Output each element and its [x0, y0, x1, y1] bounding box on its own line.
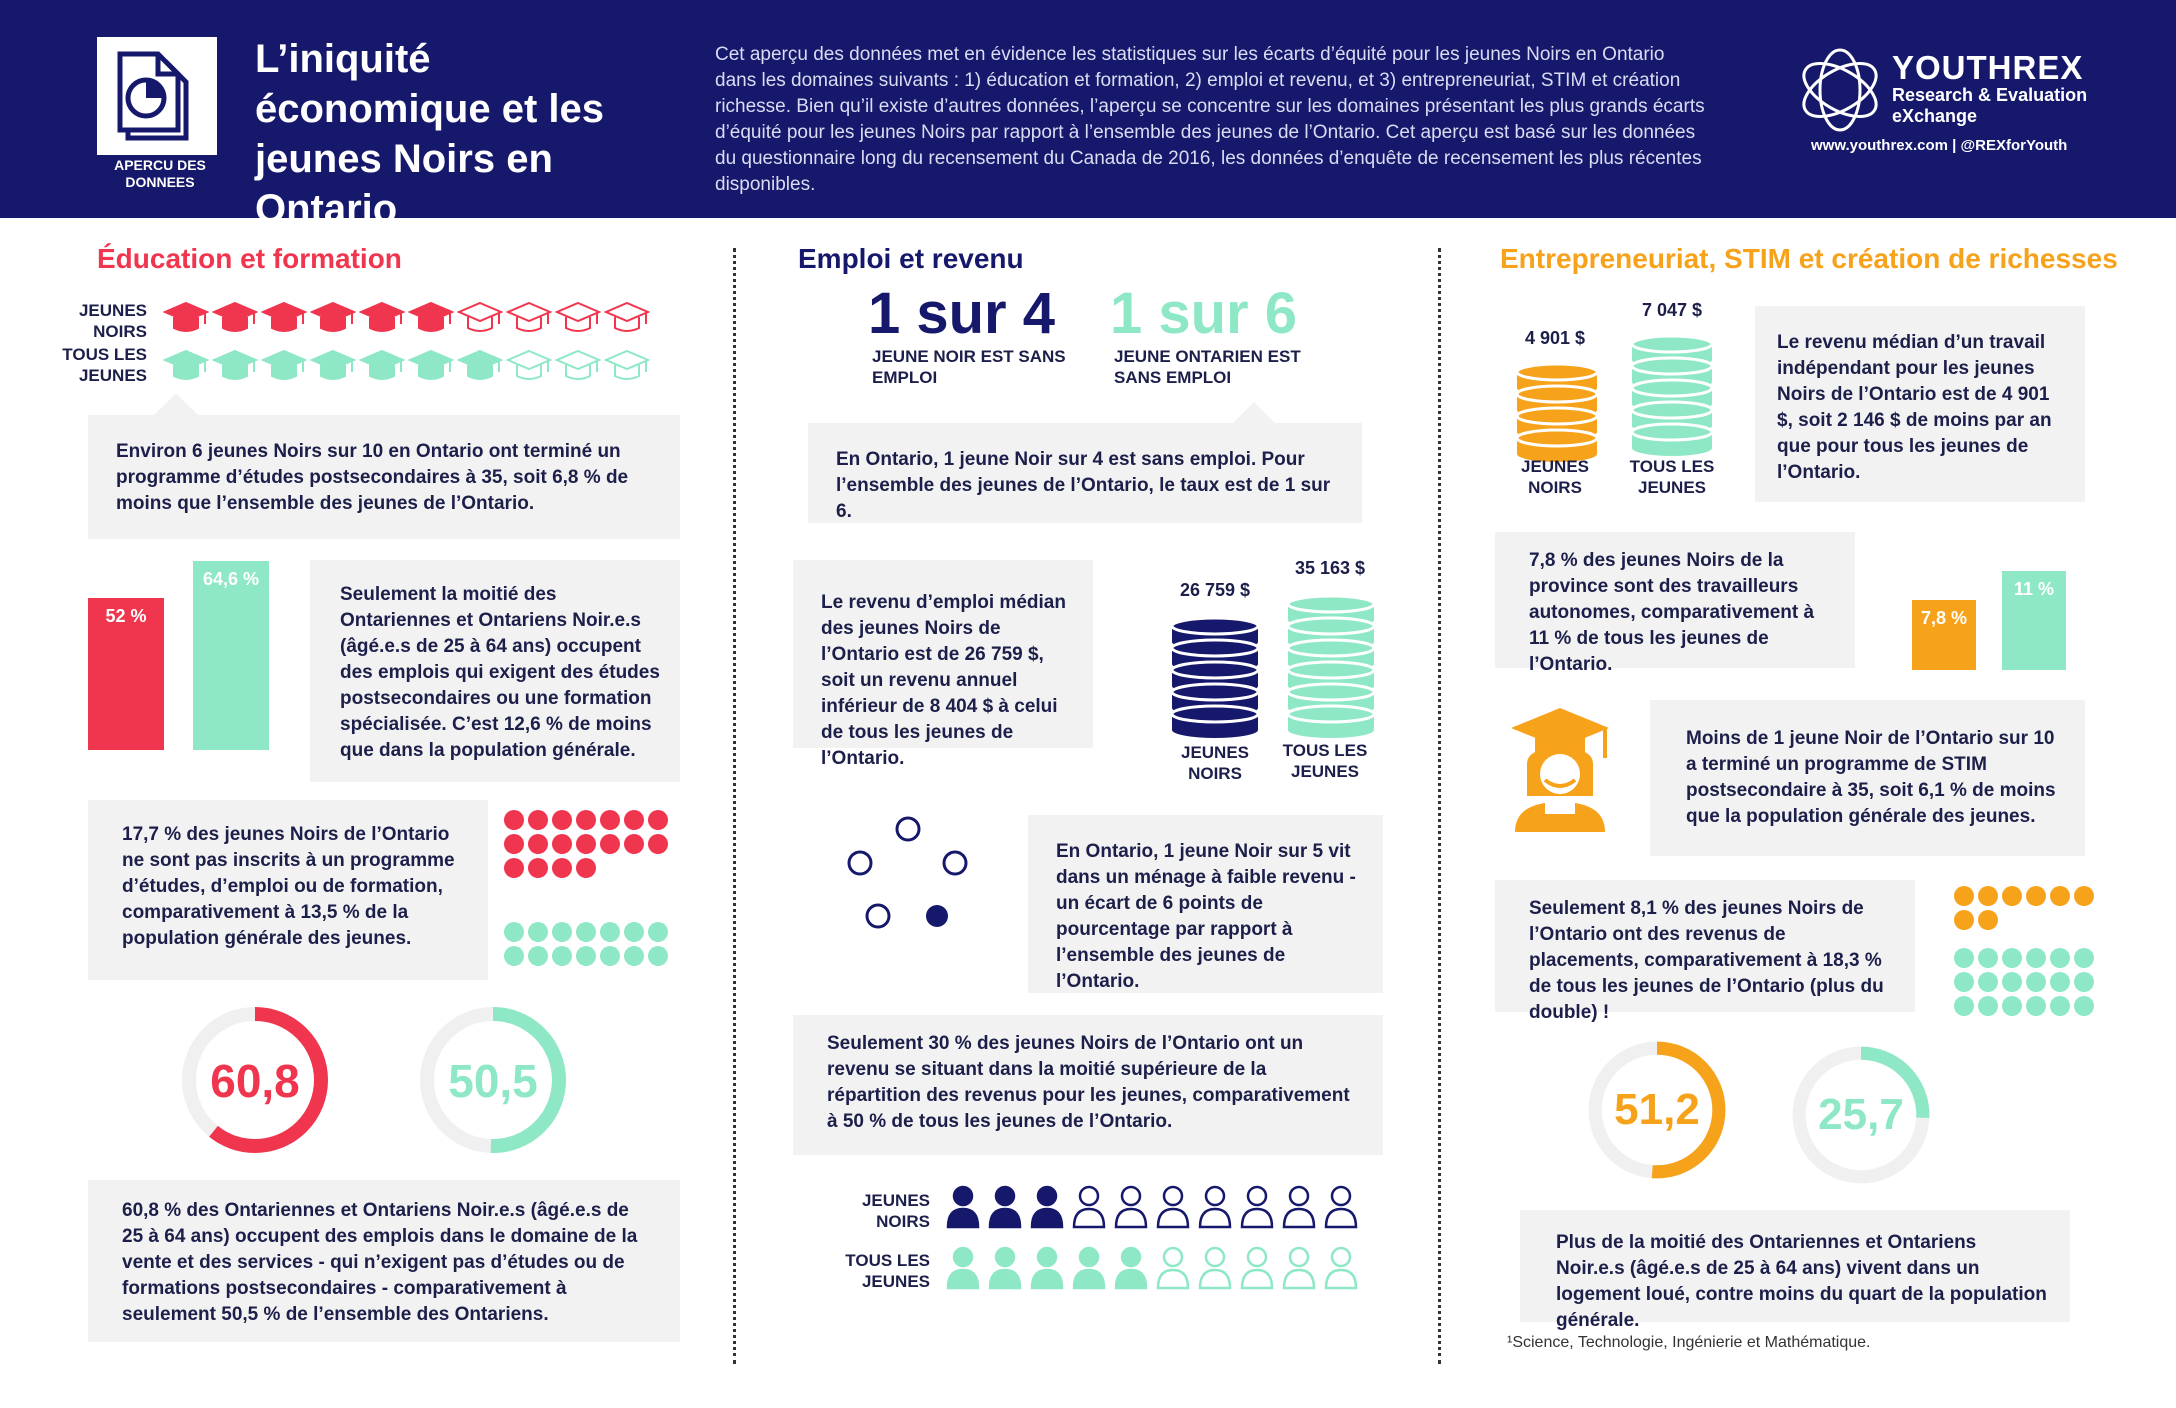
column-divider-2: [1438, 248, 1441, 1364]
dot-marker: [1954, 972, 1974, 992]
dot-marker: [2026, 996, 2046, 1016]
dot-marker: [576, 810, 596, 830]
entrepreneurship-box-2: 7,8 % des jeunes Noirs de la province sont des travailleurs autonomes, comparativement à 11 % de tous les jeunes de l’Ontario.: [1495, 532, 1855, 668]
dots-black-youth: [504, 810, 668, 878]
education-box-4: 60,8 % des Ontariennes et Ontariens Noir.e.s (âgé.e.s de 25 à 64 ans) occupent des emplois dans le domaine de la vente et des services - qui n’exigent pas d’études ou de formations postsecondaires - comparativement à seulement 50,5 % de l’ensemble des Ontariens.: [88, 1180, 680, 1342]
ent-donut-all: [1786, 1040, 1936, 1190]
dot-marker: [1978, 996, 1998, 1016]
entrepreneurship-box-5: Plus de la moitié des Ontariennes et Ontariens Noir.e.s (âgé.e.s de 25 à 64 ans) vivent dans un logement loué, contre moins du quart de la population générale.: [1520, 1210, 2070, 1322]
ent-coin-stack-black: [1515, 358, 1599, 458]
stat-all-label: JEUNE ONTARIEN EST SANS EMPLOI: [1114, 347, 1301, 387]
coin-stack-icon: [1515, 358, 1599, 462]
dot-marker: [576, 922, 596, 942]
dot-marker: [2026, 972, 2046, 992]
dot-marker: [504, 810, 524, 830]
brand-subtitle: Research & Evaluation eXchange: [1892, 85, 2088, 126]
coins-black-amount: 26 759 $: [1179, 580, 1251, 600]
graduation-caps-black: [163, 300, 650, 340]
youthrex-brand: [1795, 45, 2095, 165]
dot-marker: [1954, 996, 1974, 1016]
coin-stack-icon: [1630, 330, 1714, 456]
dot-marker: [528, 834, 548, 854]
ent-coins-all-amount: 7 047 $: [1641, 300, 1703, 320]
box-pointer: [1232, 402, 1276, 424]
brand-links[interactable]: www.youthrex.com | @REXforYouth: [1811, 137, 2068, 154]
person-outline-icon: [1323, 1246, 1359, 1290]
person-filled-icon: [987, 1185, 1023, 1229]
dot-marker: [576, 834, 596, 854]
graduation-cap-filled-icon: [310, 348, 356, 384]
bar-black-youth: 52 %: [88, 598, 164, 750]
employment-box-2: Le revenu d’emploi médian des jeunes Noirs de l’Ontario est de 26 759 $, soit un revenu annuel inférieur de 8 404 $ à celui de tous les jeunes de l’Ontario.: [793, 560, 1093, 748]
entrepreneurship-box-4: Seulement 8,1 % des jeunes Noirs de l’Ontario ont des revenus de placements, comparativement à 18,3 % de tous les jeunes de l’Ontario (plus du double) !: [1495, 880, 1915, 1012]
dot-marker: [1954, 948, 1974, 968]
person-outline-icon: [1281, 1246, 1317, 1290]
dot-marker: [648, 810, 668, 830]
graduation-cap-filled-icon: [408, 300, 454, 336]
graduation-cap-outline-icon: [506, 300, 552, 336]
youthrex-logo-icon: [1795, 45, 1885, 135]
dot-marker: [1978, 972, 1998, 992]
graduation-cap-outline-icon: [506, 348, 552, 384]
box-pointer: [154, 393, 198, 415]
dot-marker: [2002, 948, 2022, 968]
dot-marker: [552, 834, 572, 854]
ent-coins-all-label: TOUS LES JEUNES: [1629, 457, 1715, 497]
coin-stack-icon: [1170, 612, 1260, 738]
dot-marker: [2050, 886, 2070, 906]
person-filled-icon: [1113, 1246, 1149, 1290]
dot-marker: [2002, 972, 2022, 992]
person-outline-icon: [1239, 1246, 1275, 1290]
footnote: ¹Science, Technologie, Ingénierie et Mathématique.: [1507, 1334, 1871, 1351]
graduation-cap-filled-icon: [359, 348, 405, 384]
person-filled-icon: [945, 1246, 981, 1290]
coins-all-label: TOUS LES JEUNES: [1282, 741, 1368, 781]
graduation-cap-filled-icon: [163, 348, 209, 384]
education-box-2: Seulement la moitié des Ontariennes et Ontariens Noir.e.s (âgé.e.s de 25 à 64 ans) occupent des emplois qui exigent des études postsecondaires ou une formation spécialisée. C’est 12,6 % de moins que dans la population générale.: [310, 560, 680, 782]
graduation-cap-filled-icon: [261, 300, 307, 336]
graduation-cap-filled-icon: [212, 300, 258, 336]
ent-coins-black-amount: 4 901 $: [1524, 328, 1586, 348]
person-filled-icon: [945, 1185, 981, 1229]
intro-text: Cet aperçu des données met en évidence les statistiques sur les écarts d’équité pour les jeunes Noirs en Ontario dans les domaines suivants : 1) éducation et formation, 2) emploi et revenu, et 3) entrepreneuriat, STIM et création richesse. Bien qu’il existe d’autres données, l’aperçu se concentre sur les domaines présentant les plus grands écarts d’équité pour les jeunes Noirs par rapport à l’ensemble des jeunes de l’Ontario. Cet aperçu est basé sur les données du questionnaire long du recensement du Canada de 2016, les données d’enquête de recensement les plus récentes disponibles.: [715, 44, 1705, 195]
dots-all-youth: [504, 922, 668, 966]
coin-stack-all: [1286, 590, 1376, 740]
dot-marker: [552, 946, 572, 966]
dot-marker: [528, 858, 548, 878]
donut-value-black: 60,8: [210, 1055, 300, 1107]
graduation-cap-filled-icon: [212, 348, 258, 384]
dot-marker: [504, 946, 524, 966]
dot-marker: [600, 922, 620, 942]
dot-marker: [600, 834, 620, 854]
donut-value-all: 50,5: [448, 1055, 538, 1107]
graduation-cap-filled-icon: [163, 300, 209, 336]
people-label-black: JEUNES NOIRS: [861, 1191, 930, 1231]
dot-marker: [552, 810, 572, 830]
dot-marker: [504, 834, 524, 854]
entrepreneurship-title: Entrepreneuriat, STIM et création de richesses: [1500, 243, 2118, 274]
dot-marker: [2026, 948, 2046, 968]
graduation-cap-filled-icon: [310, 300, 356, 336]
person-outline-icon: [1155, 1185, 1191, 1229]
dot-marker: [648, 922, 668, 942]
dot-marker: [600, 810, 620, 830]
donut-black-youth: [175, 1000, 335, 1160]
header-banner: [0, 0, 2176, 231]
dot-marker: [2074, 948, 2094, 968]
person-outline-icon: [1071, 1185, 1107, 1229]
dot-marker: [600, 946, 620, 966]
graduation-cap-outline-icon: [555, 300, 601, 336]
ent-donut-value-black: 51,2: [1614, 1085, 1700, 1134]
coins-black-label: JEUNES NOIRS: [1180, 743, 1250, 783]
dot-marker: [2074, 972, 2094, 992]
document-chart-icon: [114, 48, 200, 144]
ent-bar-black: 7,8 %: [1912, 600, 1976, 670]
coins-all-amount: 35 163 $: [1294, 558, 1366, 578]
dot-marker: [624, 834, 644, 854]
dot-marker: [1978, 948, 1998, 968]
dot-marker: [648, 834, 668, 854]
employment-title: Emploi et revenu: [798, 243, 1024, 274]
dot-marker: [2074, 996, 2094, 1016]
dot-marker: [648, 946, 668, 966]
dot-marker: [504, 858, 524, 878]
graduation-cap-outline-icon: [604, 348, 650, 384]
ent-bar-all: 11 %: [2002, 571, 2066, 670]
entrepreneurship-box-3: Moins de 1 jeune Noir de l’Ontario sur 10 a terminé un programme de STIM postsecondaire à 35, soit 6,1 % de moins que la population générale des jeunes.: [1650, 700, 2085, 856]
dot-marker: [2050, 972, 2070, 992]
coin-stack-icon: [1286, 590, 1376, 738]
caps-label-all: TOUS LES JEUNES: [62, 345, 147, 385]
person-filled-icon: [1029, 1185, 1065, 1229]
person-filled-icon: [987, 1246, 1023, 1290]
graduation-cap-filled-icon: [408, 348, 454, 384]
graduation-cap-filled-icon: [359, 300, 405, 336]
brand-name: YOUTHREX: [1892, 49, 2084, 86]
person-outline-icon: [1197, 1246, 1233, 1290]
person-outline-icon: [1155, 1246, 1191, 1290]
graduation-caps-all: [163, 348, 650, 388]
ent-bars-area: [1912, 545, 2072, 670]
caps-label-black: JEUNES NOIRS: [78, 301, 147, 341]
employment-box-4: Seulement 30 % des jeunes Noirs de l’Ontario ont un revenu se situant dans la moitié supérieure de la répartition des revenus pour les jeunes, comparativement à 50 % de tous les jeunes de l’Ontario.: [793, 1015, 1383, 1155]
graduation-cap-filled-icon: [261, 348, 307, 384]
graduation-cap-outline-icon: [457, 300, 503, 336]
dot-marker: [504, 922, 524, 942]
dot-marker: [1954, 910, 1974, 930]
stat-black-unemployment: 1 sur 4: [868, 281, 1055, 346]
people-icons-all: [945, 1246, 1359, 1290]
person-outline-icon: [1113, 1185, 1149, 1229]
graduate-person-icon: [1505, 704, 1615, 834]
column-divider-1: [733, 248, 736, 1364]
donut-all-youth: [413, 1000, 573, 1160]
ent-donut-value-all: 25,7: [1818, 1090, 1904, 1139]
stat-all-unemployment: 1 sur 6: [1110, 281, 1297, 346]
dot-marker: [576, 946, 596, 966]
dot-marker: [624, 810, 644, 830]
person-filled-icon: [1071, 1246, 1107, 1290]
employment-box-1: En Ontario, 1 jeune Noir sur 4 est sans emploi. Pour l’ensemble des jeunes de l’Ontario, le taux est de 1 sur 6.: [808, 423, 1362, 523]
dot-marker: [576, 858, 596, 878]
people-label-all: TOUS LES JEUNES: [845, 1251, 930, 1291]
dot-marker: [2074, 886, 2094, 906]
dot-marker: [2050, 948, 2070, 968]
data-overview-badge: [97, 37, 217, 155]
dot-marker: [2002, 996, 2022, 1016]
dot-marker: [2050, 996, 2070, 1016]
education-title: Éducation et formation: [97, 243, 402, 274]
dot-marker: [2002, 886, 2022, 906]
dot-marker: [1978, 910, 1998, 930]
employment-box-3: En Ontario, 1 jeune Noir sur 5 vit dans un ménage à faible revenu - un écart de 6 points de pourcentage par rapport à l’ensemble des jeunes de l’Ontario.: [1028, 815, 1383, 993]
person-outline-icon: [1323, 1185, 1359, 1229]
education-box-1: Environ 6 jeunes Noirs sur 10 en Ontario ont terminé un programme d’études postsecondaires à 35, soit 6,8 % de moins que l’ensemble des jeunes de l’Ontario.: [88, 415, 680, 539]
dot-marker: [624, 946, 644, 966]
people-icons-black: [945, 1185, 1359, 1229]
dot-marker: [2026, 886, 2046, 906]
dot-marker: [552, 858, 572, 878]
ent-donut-black: [1582, 1035, 1732, 1185]
person-outline-icon: [1239, 1185, 1275, 1229]
bar-all-youth: 64,6 %: [193, 561, 269, 750]
page-title: L’iniquité économique et les jeunes Noirs en Ontario: [255, 37, 604, 231]
entrepreneurship-box-1: Le revenu médian d’un travail indépendant pour les jeunes Noirs de l’Ontario est de 4 901 $, soit 2 146 $ de moins par an que pour tous les jeunes de l’Ontario.: [1755, 306, 2085, 502]
graduation-cap-filled-icon: [457, 348, 503, 384]
person-outline-icon: [1281, 1185, 1317, 1229]
coin-stack-black: [1170, 612, 1260, 742]
dot-marker: [1954, 886, 1974, 906]
ent-coin-stack-all: [1630, 330, 1714, 456]
dot-marker: [552, 922, 572, 942]
graduation-cap-outline-icon: [555, 348, 601, 384]
graduation-cap-outline-icon: [604, 300, 650, 336]
dot-marker: [528, 810, 548, 830]
person-filled-icon: [1029, 1246, 1065, 1290]
dot-marker: [624, 922, 644, 942]
stat-black-label: JEUNE NOIR EST SANS EMPLOI: [872, 347, 1066, 387]
badge-label: APERCU DES DONNEES: [114, 157, 206, 190]
dot-marker: [528, 946, 548, 966]
ent-coins-black-label: JEUNES NOIRS: [1520, 457, 1590, 497]
ent-dots-all-youth: [1954, 948, 2094, 1016]
person-outline-icon: [1197, 1185, 1233, 1229]
ent-dots-black-youth: [1954, 886, 2094, 930]
dot-marker: [1978, 886, 1998, 906]
education-box-3: 17,7 % des jeunes Noirs de l’Ontario ne sont pas inscrits à un programme d’études, d’emploi ou de formation, comparativement à 13,5 % de la population générale des jeunes.: [88, 800, 488, 980]
dot-marker: [528, 922, 548, 942]
household-dots-icon: [840, 814, 980, 934]
